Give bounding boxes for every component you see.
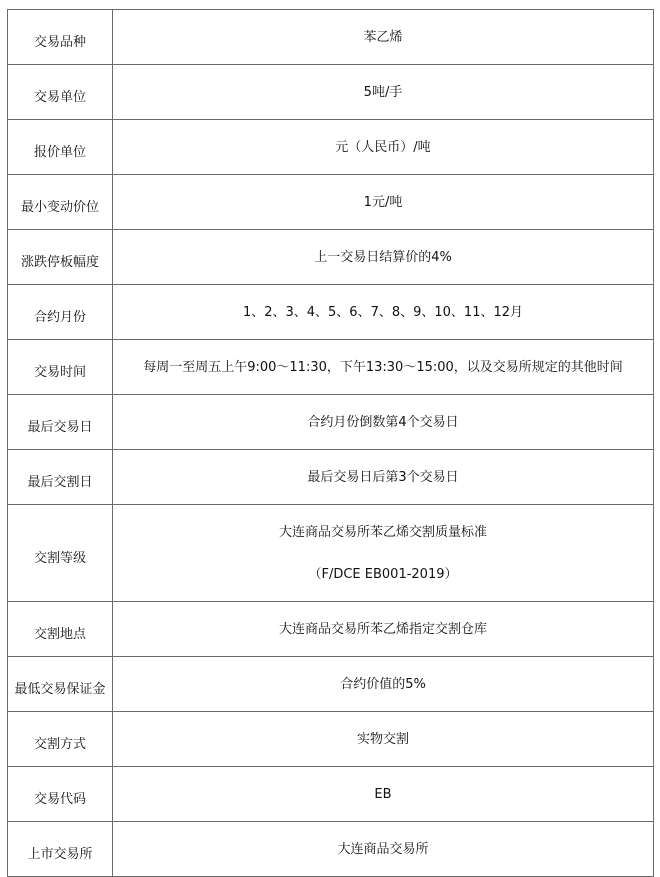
spec-value: 合约价值的5% xyxy=(113,657,654,712)
table-row xyxy=(8,65,654,120)
table-row xyxy=(8,712,654,767)
spec-value-line: （F/DCE EB001-2019） xyxy=(308,567,458,582)
table-row xyxy=(8,657,654,712)
table-row xyxy=(8,285,654,340)
spec-value: 上一交易日结算价的4% xyxy=(113,230,654,285)
table-row xyxy=(8,175,654,230)
spec-label: 交割等级 xyxy=(8,505,113,602)
spec-value: 1元/吨 xyxy=(113,175,654,230)
spec-value xyxy=(113,505,654,602)
table-row xyxy=(8,767,654,822)
table-row xyxy=(8,395,654,450)
table-row xyxy=(8,450,654,505)
table-row xyxy=(8,505,654,602)
table-row xyxy=(8,340,654,395)
spec-label: 最后交易日 xyxy=(8,395,113,450)
spec-value: 最后交易日后第3个交易日 xyxy=(113,450,654,505)
spec-label: 交割地点 xyxy=(8,602,113,657)
spec-label: 交易代码 xyxy=(8,767,113,822)
spec-value: 苯乙烯 xyxy=(113,10,654,65)
contract-spec-table xyxy=(7,9,654,877)
spec-value: 大连商品交易所 xyxy=(113,822,654,877)
spec-label: 合约月份 xyxy=(8,285,113,340)
spec-label: 交易品种 xyxy=(8,10,113,65)
table-row xyxy=(8,602,654,657)
spec-value: 元（人民币）/吨 xyxy=(113,120,654,175)
spec-label: 交易时间 xyxy=(8,340,113,395)
spec-value: 实物交割 xyxy=(113,712,654,767)
spec-label: 报价单位 xyxy=(8,120,113,175)
table-row xyxy=(8,10,654,65)
table-row xyxy=(8,230,654,285)
table-row xyxy=(8,822,654,877)
spec-label: 交割方式 xyxy=(8,712,113,767)
spec-label: 最后交割日 xyxy=(8,450,113,505)
spec-value-line: 大连商品交易所苯乙烯交割质量标准 xyxy=(278,525,487,540)
table-row xyxy=(8,120,654,175)
spec-value: 每周一至周五上午9:00～11:30，下午13:30～15:00，以及交易所规定的其他时间 xyxy=(113,340,654,395)
spec-label: 最小变动价位 xyxy=(8,175,113,230)
spec-value: 5吨/手 xyxy=(113,65,654,120)
spec-label: 最低交易保证金 xyxy=(8,657,113,712)
spec-value: 大连商品交易所苯乙烯指定交割仓库 xyxy=(113,602,654,657)
spec-value: 合约月份倒数第4个交易日 xyxy=(113,395,654,450)
spec-label: 交易单位 xyxy=(8,65,113,120)
spec-value: 1、2、3、4、5、6、7、8、9、10、11、12月 xyxy=(113,285,654,340)
spec-label: 涨跌停板幅度 xyxy=(8,230,113,285)
spec-value: EB xyxy=(113,767,654,822)
spec-label: 上市交易所 xyxy=(8,822,113,877)
